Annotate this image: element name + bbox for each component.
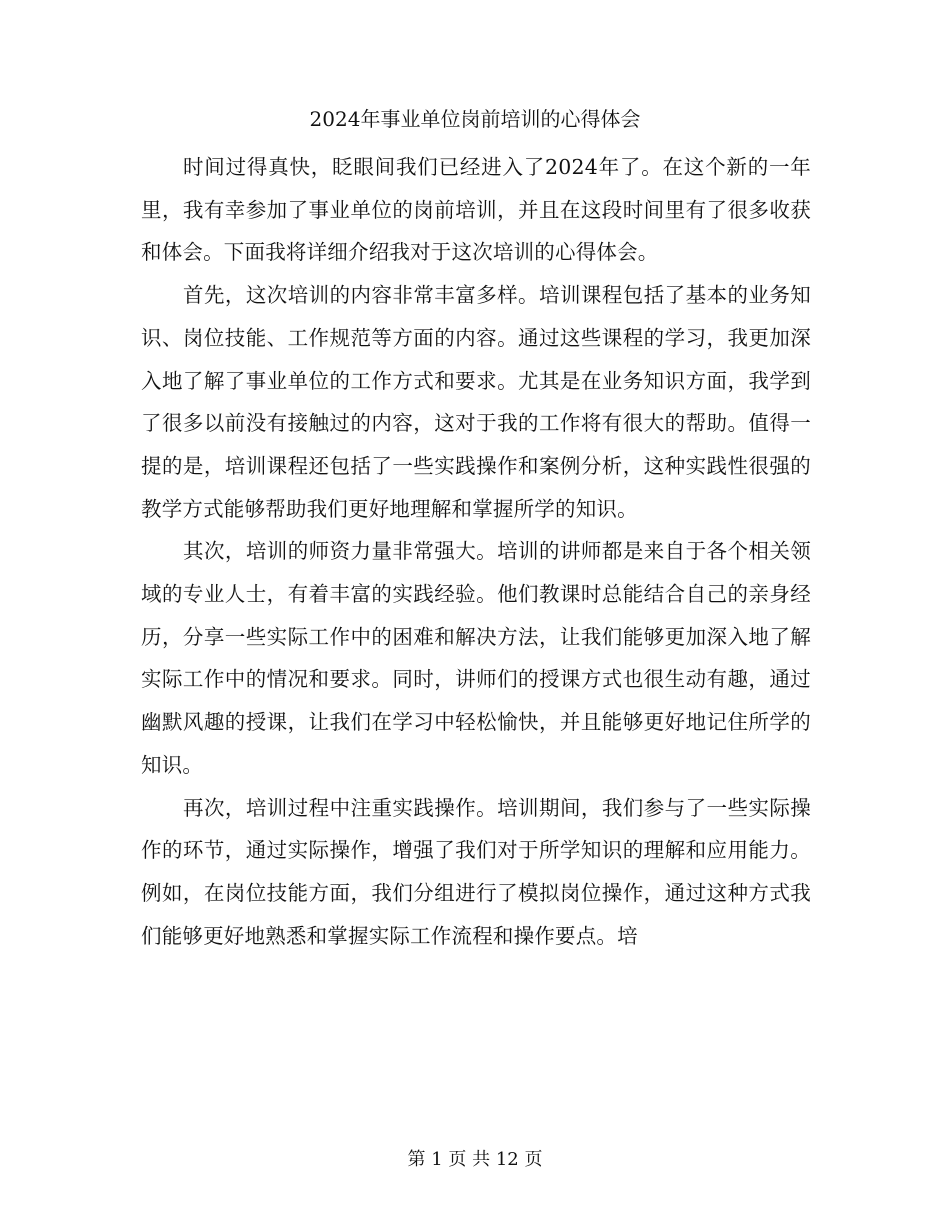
- paragraph-3: 其次，培训的师资力量非常强大。培训的讲师都是来自于各个相关领域的专业人士，有着丰富的实践经验。他们教课时总能结合自己的亲身经历，分享一些实际工作中的困难和解决方法，让我们能够更加深入地了解实际工作中的情况和要求。同时，讲师们的授课方式也很生动有趣，通过幽默风趣的授课，让我们在学习中轻松愉快，并且能够更好地记住所学的知识。: [141, 539, 811, 777]
- paragraph-1: 时间过得真快，眨眼间我们已经进入了2024年了。在这个新的一年里，我有幸参加了事业单位的岗前培训，并且在这段时间里有了很多收获和体会。下面我将详细介绍我对于这次培训的心得体会。: [141, 155, 811, 265]
- page-number-footer: 第 1 页 共 12 页: [407, 1149, 543, 1170]
- document-body: [141, 146, 811, 957]
- paragraph-2: 首先，这次培训的内容非常丰富多样。培训课程包括了基本的业务知识、岗位技能、工作规范等方面的内容。通过这些课程的学习，我更加深入地了解了事业单位的工作方式和要求。尤其是在业务知识方面，我学到了很多以前没有接触过的内容，这对于我的工作将有很大的帮助。值得一提的是，培训课程还包括了一些实践操作和案例分析，这种实践性很强的教学方式能够帮助我们更好地理解和掌握所学的知识。: [141, 283, 811, 521]
- document-title: 2024年事业单位岗前培训的心得体会: [309, 107, 641, 131]
- paragraph-4: 再次，培训过程中注重实践操作。培训期间，我们参与了一些实际操作的环节，通过实际操作，增强了我们对于所学知识的理解和应用能力。例如，在岗位技能方面，我们分组进行了模拟岗位操作，通过这种方式我们能够更好地熟悉和掌握实际工作流程和操作要点。培: [141, 795, 811, 948]
